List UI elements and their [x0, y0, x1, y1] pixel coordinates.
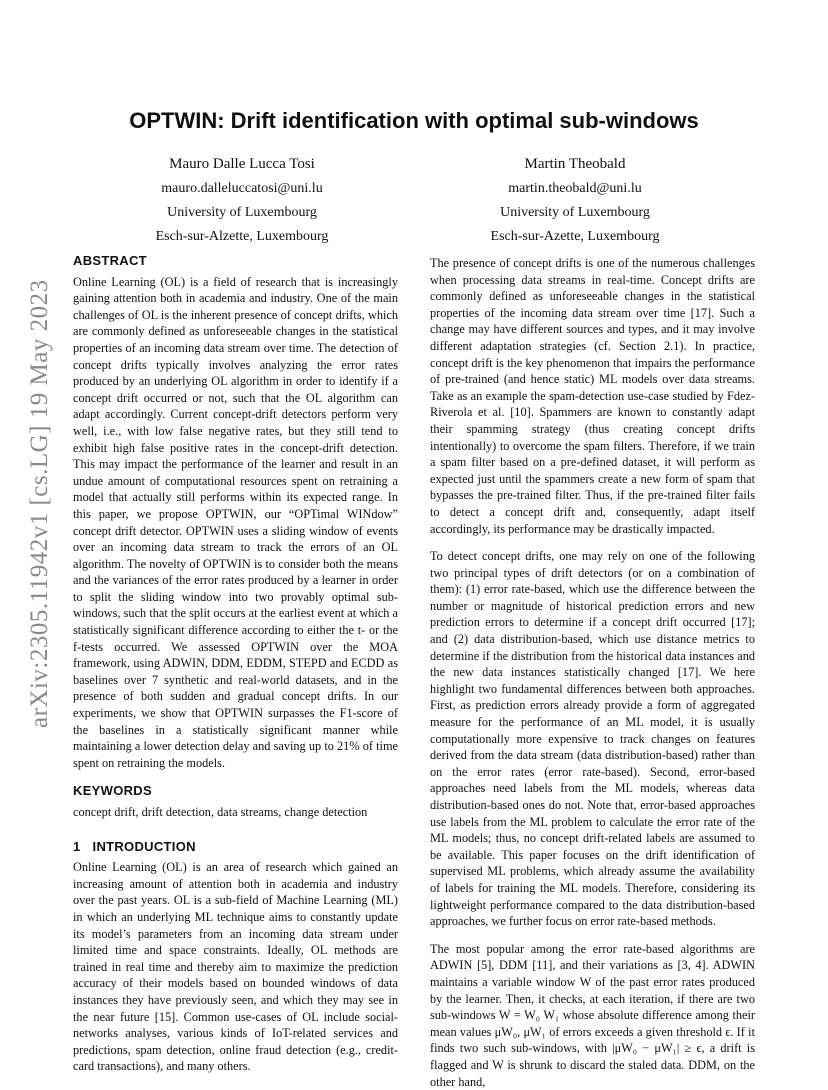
author-block-1: [117, 152, 367, 249]
author-block-2: [450, 152, 700, 249]
paper-title: OPTWIN: Drift identification with optimal sub-windows: [129, 108, 699, 133]
keywords-text: concept drift, drift detection, data streams, change detection: [73, 805, 368, 819]
keywords-heading: KEYWORDS: [73, 783, 152, 799]
section-heading: [73, 839, 398, 856]
section-title: INTRODUCTION: [92, 838, 196, 854]
author-affiliation: University of Luxembourg: [500, 205, 650, 220]
author-name: Martin Theobald: [524, 156, 626, 172]
section-number: 1: [73, 838, 81, 854]
right-column: [430, 255, 755, 1090]
author-email: martin.theobald@uni.lu: [508, 181, 642, 196]
intro-paragraph-3: To detect concept drifts, one may rely on one of the following two principal types of drift detectors (or on a combination of them): (1) error rate-based, which use the difference between the number or magnitude of historical prediction errors and new prediction errors to determine if a concept drift occurred [17]; and (2) data distribution-based, which use distance metrics to determine if the distribution from the historical data instances and the new data instances statistically changed [17]. We here highlight two fundamental differences between both approaches. First, as prediction errors already provide a form of aggregated measure for the performance of an ML model, it is usually computationally more expensive to track changes on features derived from the data stream (data distribution-based) rather than on the error rates (error rate-based). Second, error-based approaches need labels from the ML models, whereas data distribution-based ones do not. Note that, error-based approaches use labels from the ML problem to calculate the error rate of the ML models; thus, no concept drift-related labels are assumed to be available. This paper focuses on the drift identification of supervised ML problems, which already assume the availability of labels for training the ML models. Therefore, considering its lightweight performance compared to the data distribution-based approaches, we further focus on error rate-based methods.: [430, 549, 755, 929]
intro-paragraph-1: Online Learning (OL) is an area of research which gained an increasing amount of attention both in academia and industry over the past years. OL is a sub-field of Machine Learning (ML) in which an underlying ML technique aims to constantly update its model’s parameters from an incoming data stream under limited time and space constraints. Ideally, OL methods are trained in real time and thereby aim to maximize the prediction accuracy of their models based on bounded windows of data instances they have previously seen, and which they may see in the near future [15]. Common use-cases of OL include social-networks analyses, various kinds of IoT-related services and predictions, spam detection, online fraud detection (e.g., credit-card transactions), and many others.: [73, 860, 398, 1074]
author-name: Mauro Dalle Lucca Tosi: [169, 156, 315, 172]
author-location: Esch-sur-Azette, Luxembourg: [490, 229, 660, 244]
intro-paragraph-2: The presence of concept drifts is one of the numerous challenges when processing data streams in real-time. Concept drifts are commonly defined as unforeseeable changes in the statistical properties of the incoming data stream over time [17]. Such a change may have different sources and types, and it may involve different adaptation strategies (cf. Section 2.1). In practice, concept drift is the key phenomenon that impairs the performance of pre-trained (and hence static) ML models over data streams. Take as an example the spam-detection use-case studied by Fdez-Riverola et al. [10]. Spammers are known to constantly adapt their spamming strategy (thus creating concept drifts intentionally) to overcome the spam filters. Therefore, if we train a spam filter based on a pre-defined dataset, it will perform as expected just until the spammers create a new form of spam that bypasses the pre-trained filter. Thus, if the pre-trained filter fails to detect a concept drift and, consequently, adapt itself accordingly, its performance may be drastically impacted.: [430, 256, 755, 536]
author-location: Esch-sur-Alzette, Luxembourg: [155, 229, 329, 244]
author-email: mauro.dalleluccatosi@uni.lu: [161, 181, 323, 196]
author-affiliation: University of Luxembourg: [167, 205, 317, 220]
abstract-heading: ABSTRACT: [73, 253, 147, 268]
intro-paragraph-4: The most popular among the error rate-based algorithms are ADWIN [5], DDM [11], and their variations as [3, 4]. ADWIN maintains a variable window W of the past error rates produced by the learner. Then, it checks, at each iteration, if there are two sub-windows W = W₀ W₁ whose absolute difference among their mean values μW₀, μW₁ of errors exceeds a given threshold ϵ. If it finds two such sub-windows, with |μW₀ − μW₁| ≥ ϵ, a drift is flagged and W is shrunk to discard the staled data. DDM, on the other hand,: [430, 941, 755, 1089]
left-column: [73, 253, 398, 1075]
abstract-text: Online Learning (OL) is a field of research that is increasingly gaining attention both in academia and industry. One of the main challenges of OL is the inherent presence of concept drifts, which are commonly defined as unforeseeable changes in the statistical properties of an incoming data stream over time. The detection of concept drifts typically involves analyzing the error rates produced by an underlying OL algorithm in order to identify if a concept drift occurred or not, such that the OL algorithm can adapt accordingly. Current concept-drift detectors perform very well, i.e., with low false negative rates, but they still tend to exhibit high false positive rates in the concept-drift detection. This may impact the performance of the learner and result in an undue amount of computational resources spent on retraining a model that actually still performs within its expected range. In this paper, we propose OPTWIN, our “OPTimal WINdow” concept drift detector. OPTWIN uses a sliding window of events over an incoming data stream to track the errors of an OL algorithm. The novelty of OPTWIN is to consider both the means and the variances of the error rates produced by a learner in order to split the sliding window into two provably optimal sub-windows, such that the split occurs at the earliest event at which a statistically significant difference according to either the t- or the f-tests occurred. We assessed OPTWIN over the MOA framework, using ADWIN, DDM, EDDM, STEPD and ECDD as baselines over 7 synthetic and real-world datasets, and in the presence of both sudden and gradual concept drifts. In our experiments, we show that OPTWIN surpasses the F1-score of the baselines in a statistically significant manner while maintaining a lower detection delay and saving up to 21% of time spent on retraining the models.: [73, 274, 398, 770]
arxiv-identifier: arXiv:2305.11942v1 [cs.LG] 19 May 2023: [26, 279, 53, 728]
